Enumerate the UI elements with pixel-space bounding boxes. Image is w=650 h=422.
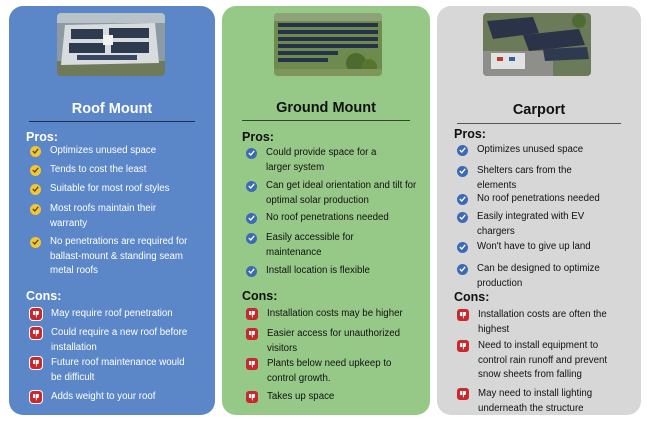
pro-item xyxy=(30,235,206,279)
con-text: Could require a new roof before installation xyxy=(51,327,188,353)
con-text: Plants below need upkeep to control growth. xyxy=(267,358,392,384)
pro-item xyxy=(246,264,426,279)
thumbs-down-icon xyxy=(246,391,258,403)
check-icon xyxy=(246,233,257,244)
con-item xyxy=(246,357,406,386)
thumbs-down-icon xyxy=(30,308,42,320)
pro-item xyxy=(457,143,637,158)
con-item xyxy=(30,356,195,385)
con-text: May require roof penetration xyxy=(51,308,173,319)
pro-item xyxy=(246,179,426,208)
con-item xyxy=(457,308,627,337)
pro-item xyxy=(457,192,637,207)
card-title: Carport xyxy=(512,102,566,118)
pros-heading: Pros: xyxy=(242,130,274,144)
pro-text: Can be designed to optimize production xyxy=(477,263,600,289)
con-text: May need to install lighting underneath the structure xyxy=(478,388,593,414)
check-icon xyxy=(246,181,257,192)
pro-text: No penetrations are required for ballast-mount & standing seam metal roofs xyxy=(50,236,188,276)
con-text: Installation costs may be higher xyxy=(267,308,403,319)
pro-item xyxy=(457,210,607,239)
pro-text: Easily integrated with EV chargers xyxy=(477,211,585,237)
roof-mount-photo xyxy=(57,13,165,76)
pros-heading: Pros: xyxy=(26,130,58,144)
thumbs-down-icon xyxy=(30,327,42,339)
check-icon xyxy=(246,148,257,159)
check-icon xyxy=(457,212,468,223)
thumbs-down-icon xyxy=(30,357,42,369)
pro-text: Most roofs maintain their warranty xyxy=(50,203,157,229)
con-item xyxy=(246,327,406,356)
thumbs-down-icon xyxy=(246,358,258,370)
con-text: Future roof maintenance would be difficult xyxy=(51,357,185,383)
pro-text: Tends to cost the least xyxy=(50,164,147,175)
thumbs-down-icon xyxy=(246,308,258,320)
check-icon xyxy=(30,237,41,248)
con-text: Easier access for unauthorized visitors xyxy=(267,328,401,354)
pro-item xyxy=(246,146,396,175)
check-icon xyxy=(246,213,257,224)
check-icon xyxy=(246,266,257,277)
check-icon xyxy=(457,145,468,156)
pros-heading: Pros: xyxy=(454,127,486,141)
con-text: Adds weight to your roof xyxy=(51,391,156,402)
pro-item xyxy=(457,164,597,193)
thumbs-down-icon xyxy=(457,340,469,352)
card-title: Ground Mount xyxy=(276,100,376,116)
con-text: Takes up space xyxy=(267,391,335,402)
con-item xyxy=(30,390,206,405)
pro-item xyxy=(246,231,376,260)
title-divider xyxy=(457,123,621,124)
thumbs-down-icon xyxy=(457,309,469,321)
ground-mount-photo xyxy=(274,13,382,76)
thumbs-down-icon xyxy=(246,328,258,340)
check-icon xyxy=(457,194,468,205)
pro-item xyxy=(30,202,180,231)
roof-mount-card xyxy=(9,6,215,415)
pro-text: Suitable for most roof styles xyxy=(50,183,170,194)
card-title: Roof Mount xyxy=(71,101,153,117)
con-item xyxy=(246,307,426,322)
con-item xyxy=(30,307,206,322)
title-divider xyxy=(29,121,195,122)
check-icon xyxy=(30,146,41,157)
cons-heading: Cons: xyxy=(26,289,62,303)
pro-text: Easily accessible for maintenance xyxy=(266,232,354,258)
pro-text: No roof penetrations needed xyxy=(477,193,600,204)
check-icon xyxy=(457,166,468,177)
pro-item xyxy=(457,240,637,255)
thumbs-down-icon xyxy=(457,388,469,400)
check-icon xyxy=(30,204,41,215)
check-icon xyxy=(457,242,468,253)
thumbs-down-icon xyxy=(30,391,42,403)
con-item xyxy=(457,339,629,383)
pro-text: Can get ideal orientation and tilt for optimal solar production xyxy=(266,180,417,206)
pro-text: Won't have to give up land xyxy=(477,241,591,252)
pro-text: Optimizes unused space xyxy=(50,145,157,156)
check-icon xyxy=(30,165,41,176)
check-icon xyxy=(30,184,41,195)
carport-photo xyxy=(483,13,591,76)
pro-item xyxy=(30,144,206,159)
pro-item xyxy=(457,262,622,291)
cons-heading: Cons: xyxy=(242,289,278,303)
pro-item xyxy=(30,182,206,197)
carport-card xyxy=(437,6,641,415)
con-text: Installation costs are often the highest xyxy=(478,309,607,335)
pro-item xyxy=(246,211,426,226)
con-text: Need to install equipment to control rain runoff and prevent snow sheets from falling xyxy=(478,340,608,380)
con-item xyxy=(246,390,426,405)
check-icon xyxy=(457,264,468,275)
con-item xyxy=(30,326,190,355)
pro-item xyxy=(30,163,206,178)
pro-text: Optimizes unused space xyxy=(477,144,584,155)
title-divider xyxy=(242,120,410,121)
pro-text: Install location is flexible xyxy=(266,265,370,276)
pro-text: No roof penetrations needed xyxy=(266,212,389,223)
ground-mount-card xyxy=(222,6,430,415)
cons-heading: Cons: xyxy=(454,290,490,304)
con-item xyxy=(457,387,625,415)
pro-text: Could provide space for a larger system xyxy=(266,147,377,173)
pro-text: Shelters cars from the elements xyxy=(477,165,572,191)
